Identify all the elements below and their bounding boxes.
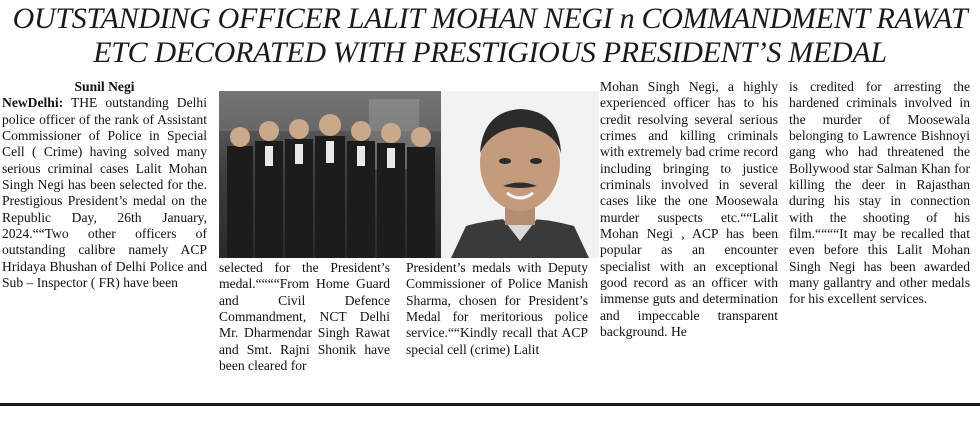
group-photo-image (219, 91, 441, 258)
article-column-3 (406, 260, 588, 358)
bottom-rule (0, 403, 980, 406)
article-column-2 (219, 260, 390, 374)
headline-line-1: OUTSTANDING OFFICER LALIT MOHAN NEGI n COMMANDMENT RAWAT (12, 2, 968, 35)
column-1-text: THE outstanding Delhi police officer of the rank of Assistant Commissioner of Police in Special Cell ( Crime) having solved many serious criminal cases Lalit Mohan Singh Negi has been selected for the. Prestigious President’s medal on the Republic Day, 26th January, 2024.““Two other officers of outstanding calibre namely ACP Hridaya Bhushan of Delhi Police and Sub – Inspector ( FR) have been (2, 95, 208, 291)
column-4-text: Mohan Singh Negi, a highly experienced officer has to his credit resolving several serious crimes and killing criminals with extremely bad crime record including bringing to justice criminals involved in several cases like the one Moosewala murder suspects etc.““Lalit Mohan Negi , ACP has been popular as an encounter specialist with an exceptional good record as an officer with immense guts and determination and impeccable transparent background. He (600, 79, 778, 340)
article-column-4 (600, 79, 778, 341)
column-2-text: selected for the President’s medal.““““From Home Guard and Civil Defence Commandment, NCT Delhi Mr. Dharmendar Singh Rawat and Smt. Rajni Shonik have been cleared for (219, 260, 390, 374)
portrait-photo-image (441, 91, 599, 258)
headline-line-2: ETC DECORATED WITH PRESTIGIOUS PRESIDENT’S MEDAL (93, 36, 887, 69)
article-column-1 (2, 79, 207, 291)
headline (0, 2, 980, 70)
column-3-text: President’s medals with Deputy Commissioner of Police Manish Sharma, chosen for President’s Medal for meritorious police service.““Kindly recall that ACP special cell (crime) Lalit (406, 260, 588, 357)
column-5-text: is credited for arresting the hardened criminals involved in the murder of Moosewala belonging to Lawrence Bishnoyi gang who had threatened the Bollywood star Salman Khan for killing the deer in Rajasthan during his stay in connection with the shooting of his film.““““It may be recalled that even before this Lalit Mohan Singh Negi has been awarded many gallantry and other medals for his excellent services. (789, 79, 970, 307)
article-column-5 (789, 79, 970, 308)
dateline: NewDelhi: (2, 95, 64, 111)
group-photo (219, 91, 441, 258)
portrait-photo (441, 91, 599, 258)
byline: Sunil Negi (74, 79, 135, 94)
